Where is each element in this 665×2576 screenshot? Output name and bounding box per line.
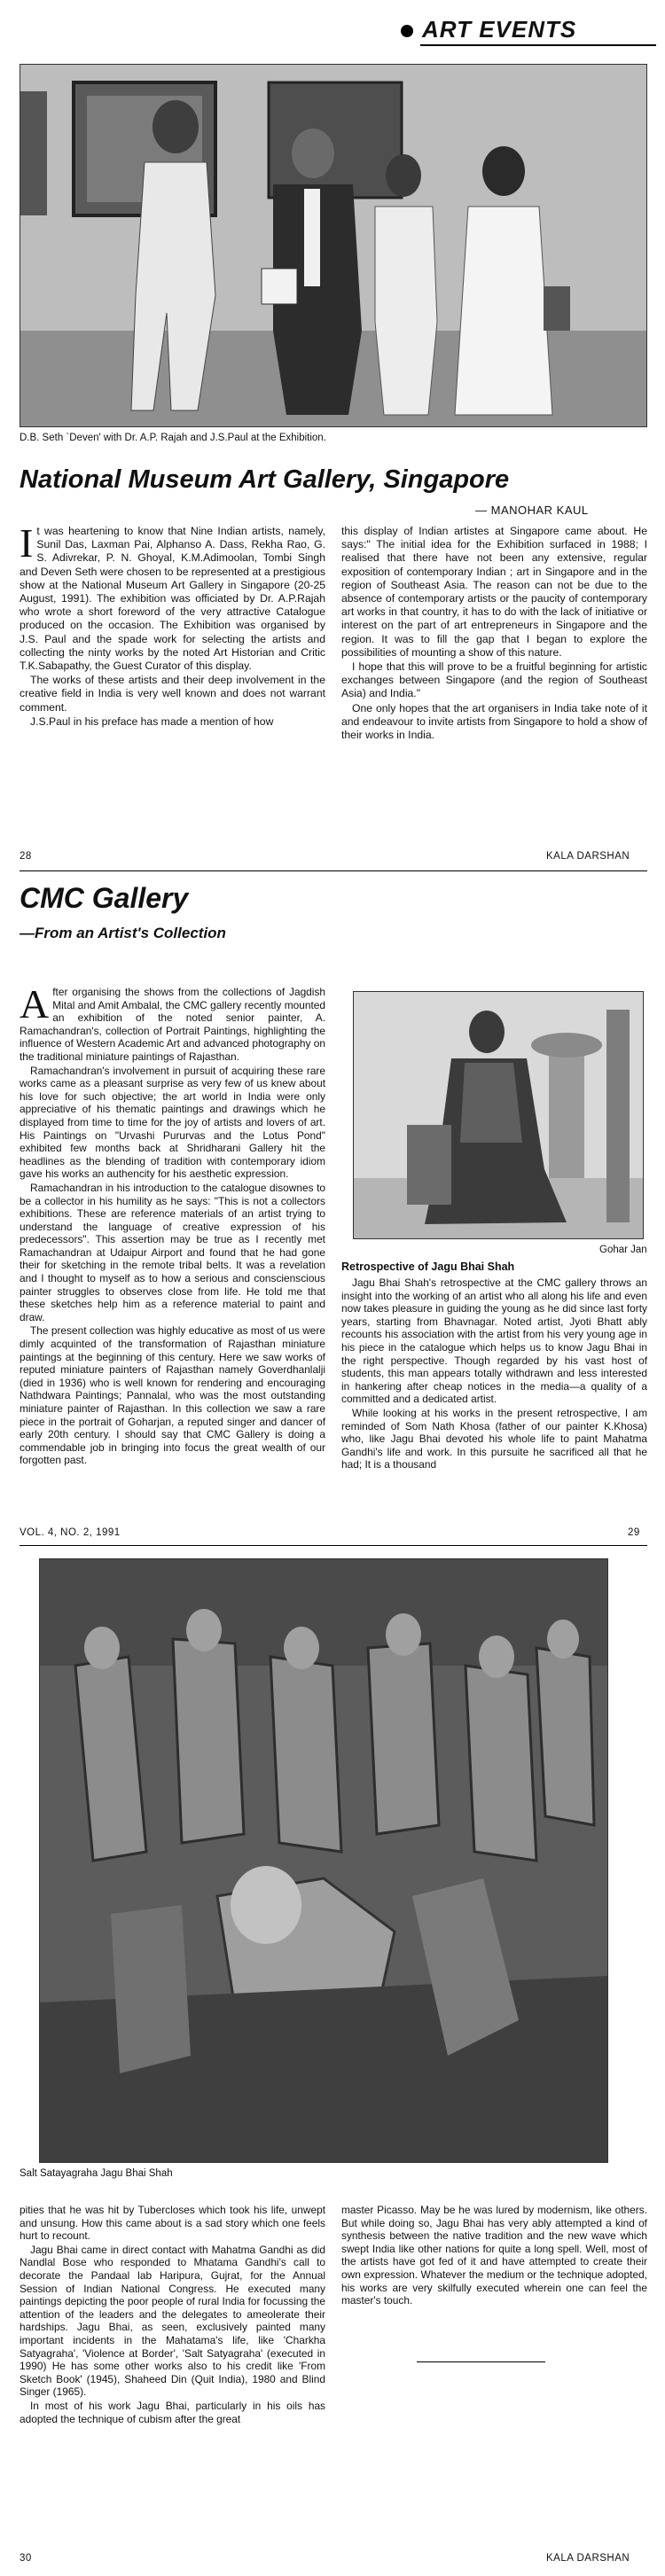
drop-cap: I	[20, 520, 34, 566]
section-header-label: ART EVENTS	[422, 16, 577, 43]
photo-caption: Salt Satayagraha Jagu Bhai Shah	[20, 2168, 173, 2179]
article-paragraph: Ramachandran's involvement in pursuit of acquiring these rare works came as a pleasant surprise as very few of us knew about his love for such objective; the art world in India were only appreciative of his thematic paintings and drawings which he displayed from time to time for the joy of artists and lovers of art. His Paintings on "Urvashi Pururvas and the Lotus Pond" exhibited few months back at Shridharani Gallery hit the headlines as the blending of tradition with contemporary idiom gave his works an authencity for his aesthetic expression.	[20, 1064, 325, 1181]
page-number: 29	[628, 1527, 640, 1538]
article-paragraph: I hope that this will prove to be a fruitful beginning for artistic exchanges between Singapore (and the region of Southeast Asia) and India."	[341, 660, 647, 700]
article-paragraph: Jagu Bhai came in direct contact with Mahatma Gandhi as did Nandlal Bose who responded to Mhatama Gandhi's call to decorate the Pandaal lab Haripura, Gujrat, for the Annual Session of Indian National Congress. He executed many paintings depicting the poor people of rural India for focussing the attention of the leaders and the delegates to ameolerate their hardships. Jagu Bhai, as seen, exclusively painted many important incidents in the Mahatama's life, like 'Charkha Satyagraha', 'Violence at Border', 'Salt Satyagraha' (executed in 1990) He has some other works also to his credit like 'From Sketch Book' (1945), Shaheed Din (Quit India), 1980 and Blind Singer (1965).	[20, 2243, 325, 2399]
bullet-icon	[401, 25, 413, 37]
exhibition-photo	[20, 64, 647, 427]
photo-caption: Gohar Jan	[599, 1245, 647, 1255]
page-number: 28	[20, 851, 32, 862]
article-column-left	[20, 520, 325, 730]
article-paragraph: The works of these artists and their deep involvement in the creative field in India is very well known and does not warrant comment.	[20, 674, 325, 714]
byline: — MANOHAR KAUL	[475, 503, 589, 517]
article-title: CMC Gallery	[20, 882, 189, 914]
drop-cap: A	[20, 981, 50, 1026]
magazine-name: KALA DARSHAN	[546, 851, 630, 862]
article-paragraph: After organising the shows from the collections of Jagdish Mital and Amit Ambalal, the CMC gallery recently mounted an exhibition of the noted senior painter, A. Ramachandran's, collection of Portrait Paintings, highlighting the influence of Western Academic Art and advanced photography on the traditional miniature paintings of Rajasthan.	[20, 981, 325, 1063]
page-number: 30	[20, 2553, 32, 2564]
article-paragraph: pities that he was hit by Tubercloses which took his life, unwept and unsung. How this came about is a sad story which one feels hurt to recount.	[20, 2204, 325, 2243]
article-paragraph: Ramachandran in his introduction to the catalogue disownes to be a collector in his humility as he says: "This is not a collectors exhibitions. These are reference materials of an artist trying to understand the language of creative expression of his predecessors". This assertion may be true as I recently met Ramachandran at Udaipur Airport and found that he had gone their for sketching in the remote tribal belts. It was a revelation and I thought to myself as to how a serious and conscienscious painter struggles to observes close from life. He told me that these sketches help him as a reference material to paint and draw.	[20, 1181, 325, 1323]
article-column-left	[20, 2204, 325, 2426]
salt-satyagraha-painting	[39, 1558, 608, 2163]
page-divider	[20, 870, 647, 871]
section-header	[401, 16, 658, 46]
gohar-jan-painting	[353, 991, 644, 1239]
article-paragraph: this display of Indian artistes at Singapore came about. He says:" The initial idea for the Exhibition surfaced in 1988; I realised that there have not been any extensive, regular exposition of contemporary Indian ; art in Singapore and in the region of Southeast Asia. The reason can not be due to the absence of contemporary artists or the paucity of contemporary art works in that country, it has to do with the lack of initiative or interest on the part of art entrepreneurs in Singapore and the region. It was to fill the gap that I began to explore the possibilities of mounting a show of this nature.	[341, 525, 647, 659]
page-divider	[20, 1545, 647, 1546]
article-paragraph: Jagu Bhai Shah's retrospective at the CMC gallery throws an insight into the working of an artist who all along his life and even now takes pleasure in guiding the young as he did since last forty years, starting from Bhavnagar. Noted artist, Jyoti Bhatt ably recounts his association with the artist from his very young age in his piece in the catalogue which helps us to know Jagu Bhai in the right perspective. Though regarded by his vast host of students, this man appears totally withdrawn and less interested in hankering after cheap notices in the media—a quality of a committed and a dedicated artist.	[341, 1276, 647, 1406]
article-paragraph: While looking at his works in the present retrospective, I am reminded of Som Nath Khosa (father of our painter K.Khosa) who, like Jagu Bhai devoted his whole life to paint Mahatma Gandhi's life and work. In this pursuite he sacrificed all that he had; It is a thousand	[341, 1406, 647, 1471]
article-paragraph: J.S.Paul in his preface has made a mention of how	[30, 714, 274, 728]
photo-caption: D.B. Seth `Deven' with Dr. A.P. Rajah and J.S.Paul at the Exhibition.	[20, 433, 326, 443]
magazine-name: KALA DARSHAN	[546, 2553, 630, 2564]
article-paragraph: One only hopes that the art organisers in India take note of it and endeavour to invite artists from Singapore to hold a show of their works in India.	[341, 701, 647, 742]
article-paragraph: It was heartening to know that Nine Indian artists, namely, Sunil Das, Laxman Pai, Alphanso A. Dass, Rekha Rao, G. S. Adivrekar, P. N. Ghoyal, K.M.Adimoolan, Tombi Singh and Deven Seth were chosen to be represented at a prestigious show at the National Museum Art Gallery in Singapore (20-25 August, 1991). The exhibition was officiated by Dr. A.P.Rajah who wrote a short foreword of the very attractive Catalogue produced on the occasion. The Exhibition was organised by J.S. Paul and the spade work for selecting the artists and collecting the ninty works by the noted Art Historian and Critic T.K.Sabapathy, the Guest Curator of this display.	[20, 520, 325, 673]
article-column-right	[341, 2204, 647, 2308]
subhead: Retrospective of Jagu Bhai Shah	[341, 1261, 515, 1273]
article-paragraph: In most of his work Jagu Bhai, particularly in his oils has adopted the technique of cubism after the great	[20, 2399, 325, 2425]
section-header-underline	[420, 44, 656, 46]
article-column-right	[341, 1276, 647, 1472]
article-paragraph: master Picasso. May be he was lured by modernism, like others. But while doing so, Jagu Bhai has very ably attempted a kind of synthesis between the native tradition and the new wave which swept India like other nations for quite a long spell. Well, most of the artists have got fed of it and have attempted to create their own expression. Whatever the medium or the technique adopted, his works are very skilfully executed wherein one can feel the master's touch.	[341, 2204, 647, 2307]
volume-info: VOL. 4, NO. 2, 1991	[20, 1527, 121, 1538]
article-title: National Museum Art Gallery, Singapore	[20, 465, 510, 494]
article-subtitle: —From an Artist's Collection	[20, 925, 226, 941]
article-column-left	[20, 981, 325, 1468]
article-column-right	[341, 525, 647, 743]
article-end-rule	[417, 2361, 545, 2362]
article-paragraph: The present collection was highly educative as most of us were dimly acquinted of the transformation of Rajasthan miniature paintings at the beginning of this century. Here we saw works of reputed miniature painters of Rajasthan namely Goverdhanlalji (died in 1936) who is well known for rendering and encouraging Nathdwara Paintings; Pannalal, who was the most outstanding miniature painter of Rajasthan. In this collection we saw a rare piece in the portrait of Goharjan, a reputed singer and dancer of early 20th century. I should say that CMC Gallery is doing a commendable job in bringing into focus the great wealth of our forgotten past.	[20, 1324, 325, 1467]
